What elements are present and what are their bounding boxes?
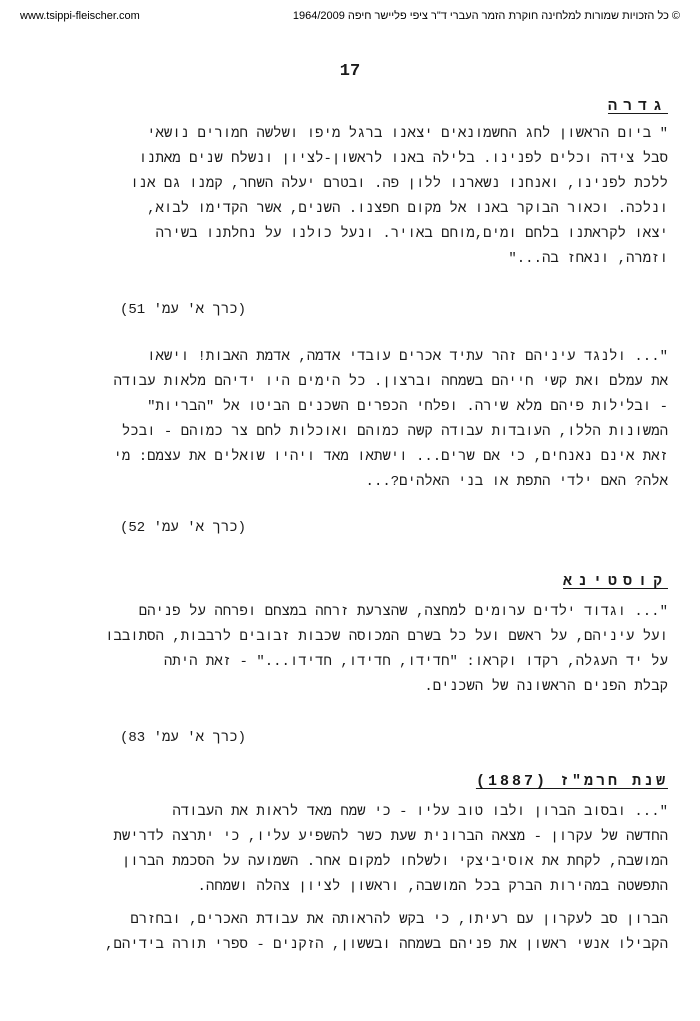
- text-line: ועל עיניהם, על ראשם ועל כל בשרם המכוסה שכבות זבובים לרבבות, הסתובבו: [105, 629, 668, 645]
- text-line: "... וגדוד ילדים ערומים למחצה, שהצרעת זרחה במצחם ופרחה על פניהם: [138, 604, 668, 620]
- source-reference: (כרך א' עמ' 51): [120, 302, 247, 318]
- text-line: המושבה, לקחת את אוסיביצקי ולשלחו למקום אחר. השמועה על הסכמת הברון: [121, 854, 668, 870]
- source-reference: (כרך א' עמ' 83): [120, 730, 247, 746]
- text-line: הקבילו אנשי ראשון את פניהם בשמחה ובששון, הזקנים - ספרי תורה בידיהם,: [105, 937, 668, 953]
- text-line: וזמרה, ונאחז בה...": [508, 251, 668, 267]
- text-line: ללכת לפנינו, ואנחנו נשארנו ללון פה. ובטרם יעלה השחר, קמנו גם אנו: [130, 176, 668, 192]
- text-line: את עמלם ואת קשי חייהם בשמחה וברצון. כל הימים היו ידיהם מלאות עבודה: [113, 374, 668, 390]
- paragraph: [38, 908, 668, 958]
- section-heading-kustina: קוסטינא: [562, 573, 668, 590]
- website-url: www.tsippi-fleischer.com: [20, 10, 140, 22]
- text-line: המשונות הללו, העובדות עבודה קשה כמוהם ואוכלות לחם צר כמוהם - ובכל: [121, 424, 668, 440]
- page-header: [0, 0, 700, 28]
- text-line: "... ובסוב הברון ולבו טוב עליו - כי שמח מאד לראות את העבודה: [172, 804, 668, 820]
- text-line: סבל צידה וכלים לפנינו. בלילה באנו לראשון-לציון ונשלח שנים מאתנו: [138, 151, 668, 167]
- source-reference: (כרך א' עמ' 52): [120, 520, 247, 536]
- text-line: הברון סב לעקרון עם רעיתו, כי בקש להראותה את עבודת האכרים, ובחזרם: [130, 912, 668, 928]
- text-line: "... ולנגד עיניהם זהר עתיד אכרים עובדי אדמה, אדמת האבות! וישאו: [147, 349, 668, 365]
- paragraph: [38, 345, 668, 495]
- text-line: התפשטה במהירות הברק בכל המושבה, וראשון לציון צהלה ושמחה.: [197, 879, 668, 895]
- copyright-notice: © כל הזכויות שמורות למלחינה חוקרת הזמר העברי ד"ר ציפי פליישר חיפה 1964/2009: [292, 10, 680, 22]
- text-line: קבלת הפנים הראשונה של השכנים.: [424, 679, 668, 695]
- section-heading-1887: שנת חרמ"ז (1887): [475, 773, 668, 790]
- text-line: זאת אינם נאנחים, כי אם שרים... וישתאו מאד ויהיו שואלים את עצמם: מי: [113, 449, 668, 465]
- text-line: " ביום הראשון לחג החשמונאים יצאנו ברגל מיפו ושלשה חמורים נושאי: [147, 126, 668, 142]
- text-line: החדשה של עקרון - מצאה הברונית שעת כשר להשפיע עליו, כי יתרצה לדרישת: [113, 829, 668, 845]
- page-number: 17: [339, 62, 361, 81]
- paragraph: [38, 800, 668, 900]
- text-line: אלה? האם ילדי התפת או בני האלהים?...: [365, 474, 668, 490]
- text-line: יצאו לקראתנו בלחם ומים,מוחם באויר. ונעל כולנו על נחלתנו בשירה: [155, 226, 668, 242]
- text-line: ונלכה. וכאור הבוקר באנו אל מקום חפצנו. השנים, אשר הקדימו לבוא,: [147, 201, 668, 217]
- text-line: על יד העגלה, רקדו וקראו: "חדידו, חדידו, חדידו..." - זאת היתה: [163, 654, 668, 670]
- text-line: - ובלילות פיהם מלא שירה. ופלחי הכפרים השכנים הביטו אל "הבריות": [147, 399, 668, 415]
- paragraph: [38, 600, 668, 700]
- paragraph: [38, 122, 668, 272]
- section-heading-gedera: גדרה: [607, 98, 668, 115]
